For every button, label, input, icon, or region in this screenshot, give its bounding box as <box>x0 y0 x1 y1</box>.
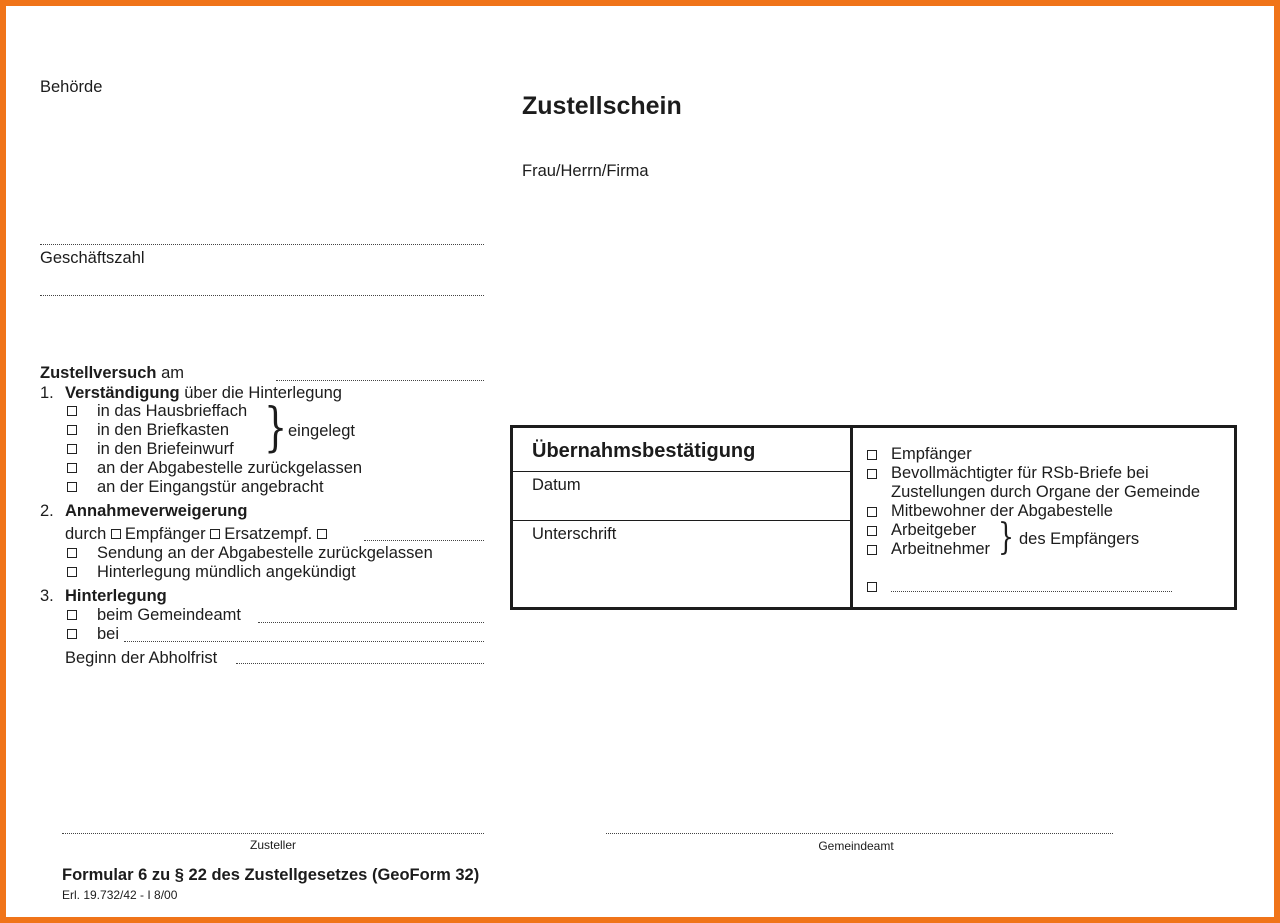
receipt-title: Übernahmsbestätigung <box>532 440 756 462</box>
checkbox-shipment-left[interactable] <box>67 548 77 558</box>
placed-label: eingelegt <box>288 422 355 440</box>
receipt-divider <box>850 425 853 610</box>
opt-employer: Arbeitgeber <box>891 521 977 539</box>
checkbox-mailbox-slot[interactable] <box>67 406 77 416</box>
authority-label: Behörde <box>40 78 103 96</box>
form-title: Formular 6 zu § 22 des Zustellgesetzes (GeoForm 32) <box>62 866 480 884</box>
municipal-line[interactable] <box>258 622 484 623</box>
opt-door: an der Eingangstür angebracht <box>97 478 324 496</box>
opt-shipment-left: Sendung an der Abgabestelle zurückgelassen <box>97 544 433 562</box>
date-label: Datum <box>532 476 581 494</box>
attempt-heading <box>40 364 184 383</box>
receipt-title-rule <box>513 471 850 472</box>
by-label: durch <box>65 525 107 543</box>
opt-left-delivery: an der Abgabestelle zurückgelassen <box>97 459 363 477</box>
courier-signature-line[interactable] <box>62 833 484 834</box>
recipient-label: Empfänger <box>124 525 206 543</box>
opt-municipal: beim Gemeindeamt <box>97 606 241 624</box>
checkbox-municipal[interactable] <box>67 610 77 620</box>
checkbox-recipient-refusal[interactable] <box>111 529 121 539</box>
opt-cohabitant: Mitbewohner der Abgabestelle <box>891 502 1113 520</box>
checkbox-other-refusal[interactable] <box>317 529 327 539</box>
pickup-start-label: Beginn der Abholfrist <box>65 649 218 667</box>
opt-at: bei <box>97 625 120 643</box>
signature-label[interactable]: Unterschrift <box>532 525 617 543</box>
municipal-office-label: Gemeindeamt <box>818 839 894 853</box>
checkbox-oral-notice[interactable] <box>67 567 77 577</box>
opt-authorized-line2: Zustellungen durch Organe der Gemeinde <box>891 483 1201 501</box>
at-line[interactable] <box>124 641 484 642</box>
checkbox-recipient[interactable] <box>867 450 877 460</box>
doc-title: Zustellschein <box>522 92 682 120</box>
substitute-label: Ersatzempf. <box>224 525 313 543</box>
decree-ref: Erl. 19.732/42 - I 8/00 <box>62 888 178 902</box>
of-recipient-label: des Empfängers <box>1019 530 1140 548</box>
opt-mailbox: in den Briefkasten <box>97 421 230 439</box>
checkbox-mailbox[interactable] <box>67 425 77 435</box>
date-rule <box>513 520 850 521</box>
pickup-start-line[interactable] <box>236 663 484 664</box>
checkbox-employee[interactable] <box>867 545 877 555</box>
section-2-num: 2. <box>40 502 54 520</box>
section-2-title: Annahmeverweigerung <box>65 502 248 520</box>
checkbox-at[interactable] <box>67 629 77 639</box>
section-1-title: Verständigung <box>65 384 180 402</box>
file-number-line[interactable] <box>40 295 484 296</box>
checkbox-substitute-refusal[interactable] <box>210 529 220 539</box>
checkbox-letter-slot[interactable] <box>67 444 77 454</box>
checkbox-cohabitant[interactable] <box>867 507 877 517</box>
section-3-title: Hinterlegung <box>65 587 167 605</box>
addressee-label: Frau/Herrn/Firma <box>522 162 649 180</box>
courier-label: Zusteller <box>249 838 296 852</box>
opt-oral-notice: Hinterlegung mündlich angekündigt <box>97 563 356 581</box>
checkbox-left-delivery[interactable] <box>67 463 77 473</box>
attempt-title: Zustellversuch <box>40 364 157 382</box>
opt-employee: Arbeitnehmer <box>891 540 991 558</box>
opt-letter-slot: in den Briefeinwurf <box>97 440 234 458</box>
attempt-suffix: am <box>161 364 184 382</box>
other-refusal-line[interactable] <box>364 540 484 541</box>
opt-authorized-line1: Bevollmächtigter für RSb-Briefe bei <box>891 464 1149 482</box>
other-person-line[interactable] <box>891 591 1172 592</box>
checkbox-other-person[interactable] <box>867 582 877 592</box>
attempt-date-line[interactable] <box>276 380 484 381</box>
section-1-rest: über die Hinterlegung <box>184 384 342 402</box>
checkbox-employer[interactable] <box>867 526 877 536</box>
section-3-num: 3. <box>40 587 54 605</box>
authority-line[interactable] <box>40 244 484 245</box>
section-1-heading <box>65 384 342 403</box>
file-number-label: Geschäftszahl <box>40 249 145 267</box>
checkbox-authorized[interactable] <box>867 469 877 479</box>
checkbox-door[interactable] <box>67 482 77 492</box>
refusal-by-row <box>65 525 331 544</box>
section-1-num: 1. <box>40 384 54 402</box>
opt-mailbox-slot: in das Hausbrieffach <box>97 402 248 420</box>
municipal-office-line[interactable] <box>606 833 1113 834</box>
brace-symbol: } <box>264 398 288 458</box>
brace-symbol-employer: } <box>998 517 1015 558</box>
opt-recipient: Empfänger <box>891 445 972 463</box>
